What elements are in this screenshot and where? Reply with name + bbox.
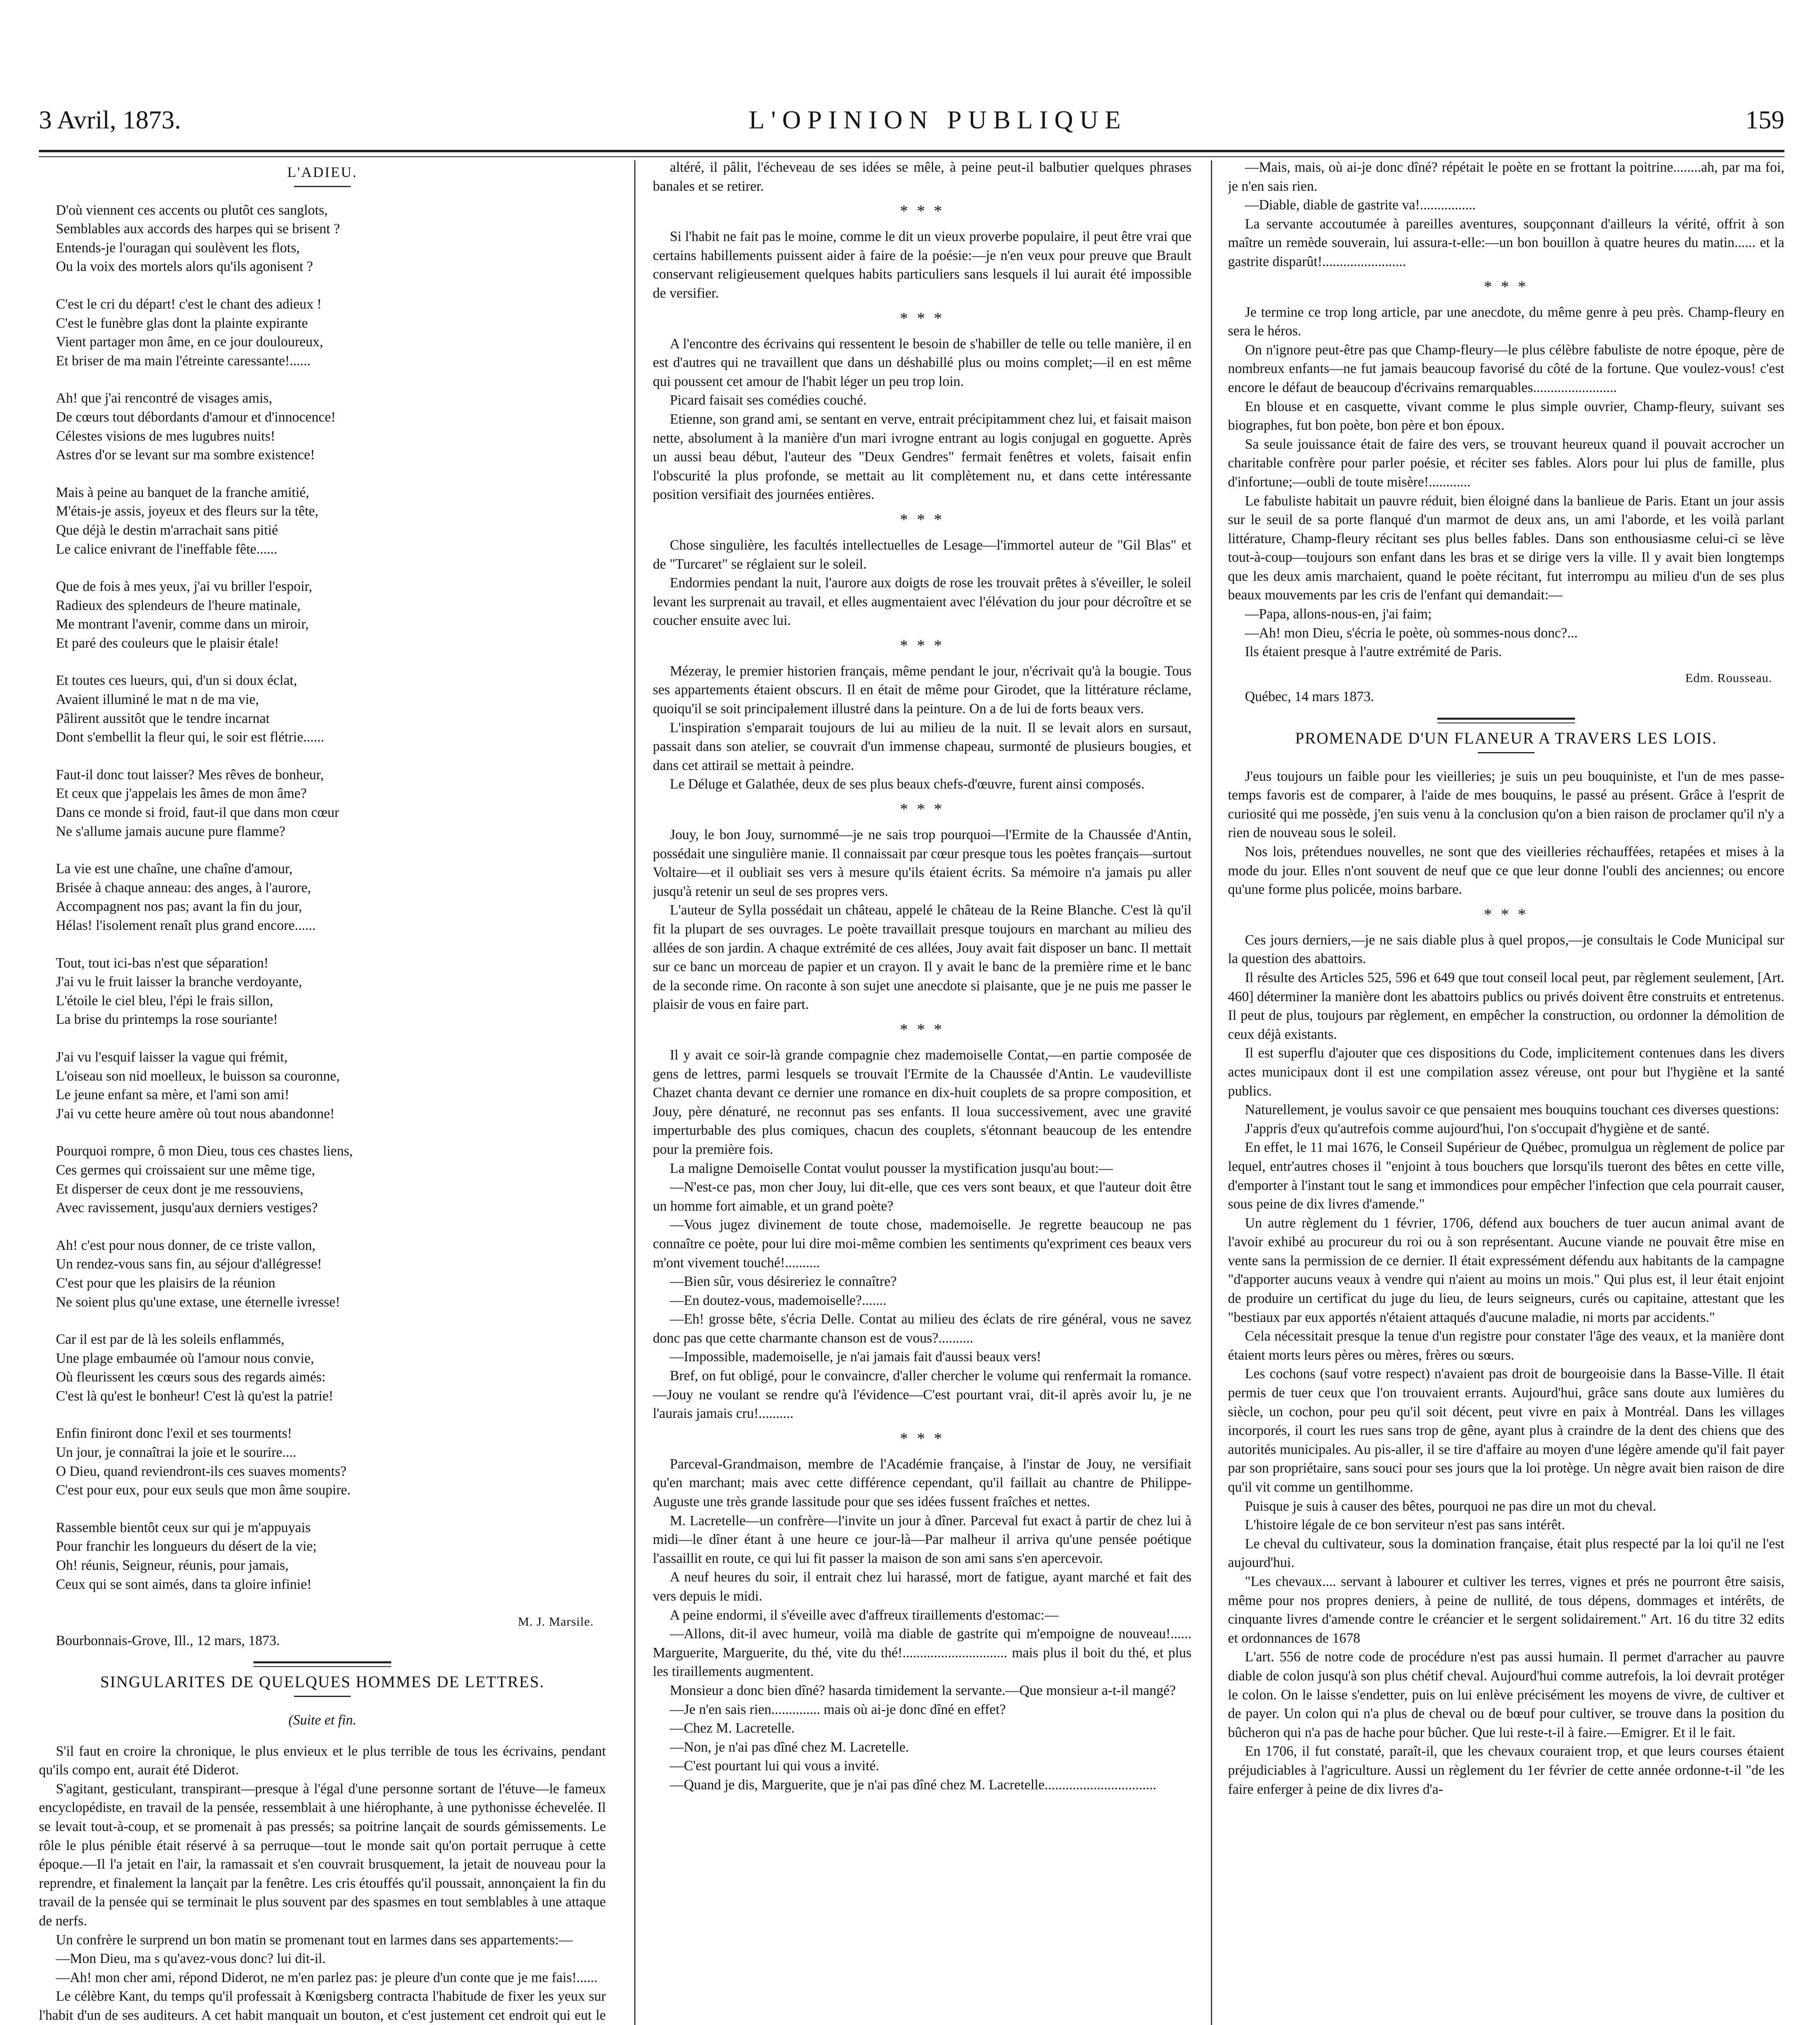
poem-line: Et disperser de ceux dont je me ressouviens, (56, 1181, 304, 1197)
poem-line: Et paré des couleurs que le plaisir étale! (56, 635, 279, 651)
poem-line: La vie est une chaîne, une chaîne d'amour, (56, 861, 293, 877)
poem-stanza (39, 1330, 606, 1405)
paragraph: Je termine ce trop long article, par une anecdote, du même genre à peu près. Champ-fleury en sera le héros. (1228, 304, 1784, 339)
masthead (39, 100, 1784, 149)
paragraph: Endormies pendant la nuit, l'aurore aux doigts de rose les trouvait prêtes à s'éveiller, le soleil levant les surprenait au travail, et elles augmentaient avec l'élévation du jour pour décroître et se coucher ensuite avec lui. (653, 575, 1191, 629)
paragraph: —Impossible, mademoiselle, je n'ai jamais fait d'aussi beaux vers! (670, 1349, 1041, 1365)
poem-line: Célestes visions de mes lugubres nuits! (56, 428, 275, 444)
paragraph: Ils étaient presque à l'autre extrémité de Paris. (1245, 644, 1502, 660)
poem-line: C'est le funèbre glas dont la plainte expirante (56, 315, 308, 331)
column-divider-2 (1211, 160, 1212, 2025)
paragraph: Il est superflu d'ajouter que ces dispositions du Code, implicitement contenues dans les divers actes municipaux dont il est une compilation assez véreuse, ont pour but l'hygiène et la santé publics. (1228, 1045, 1784, 1099)
article-dateline: Québec, 14 mars 1873. (1245, 689, 1375, 705)
paragraph: —Bien sûr, vous désireriez le connaître? (670, 1274, 897, 1290)
article-title-2: PROMENADE D'UN FLANEUR A TRAVERS LES LOIS. (1295, 729, 1718, 748)
paragraph: A peine endormi, il s'éveille avec d'affreux tiraillements d'estomac:— (670, 1607, 1059, 1623)
poem-line: Hélas! l'isolement renaît plus grand encore...... (56, 918, 316, 933)
section-stars: * * * (1484, 905, 1528, 923)
poem-line: O Dieu, quand reviendront-ils ces suaves moments? (56, 1463, 347, 1479)
section-stars: * * * (1484, 277, 1528, 296)
paragraph: "Les chevaux.... servant à labourer et cultiver les terres, vignes et prés ne pourront être saisis, même pour nos propres deniers, à peine de nullité, de tous dépens, dommages et intérêts, de cinquante livres d'amende contre le créancier et le sergent solidairement." Art. 16 du titre 32 edits et ordonnances de 1678 (1228, 1573, 1784, 1646)
paragraph: —Ah! mon cher ami, répond Diderot, ne m'en parlez pas: je pleure d'un conte que je me fais!...... (56, 1970, 598, 1985)
poem-line: Le jeune enfant sa mère, et l'ami son ami! (56, 1087, 290, 1103)
poem-line: Ah! que j'ai rencontré de visages amis, (56, 390, 273, 406)
paragraph: —Mais, mais, où ai-je donc dîné? répétait le poète en se frottant la poitrine........ah, par ma foi, je n'en sais rien. (1228, 160, 1784, 194)
paragraph: J'eus toujours un faible pour les vieilleries; je suis un peu bouquiniste, et l'un de mes passe-temps favoris est de comparer, à l'aide de mes bouquins, le passé au présent. Grâce à l'esprit de curiosité qui me possède, j'en suis venu à la conclusion qu'on a bien raison de proclamer qu'il n'y a rien de nouveau sous le soleil. (1228, 768, 1784, 841)
section-stars: * * * (900, 309, 944, 327)
paragraph: M. Lacretelle—un confrère—l'invite un jour à dîner. Parceval fut exact à partir de chez lui à midi—le dîner étant à une heure ce jour-là—Par malheur il arriva qu'une pensée poétique l'assaillit en route, ce qui lui fit passer la maison de son ami sans s'en apercevoir. (653, 1513, 1191, 1566)
column-divider-1 (634, 160, 635, 2025)
title-rule (294, 186, 351, 187)
paragraph: —Eh! grosse bête, s'écria Delle. Contat au milieu des éclats de rire général, vous ne savez donc pas que cette charmante chanson est de vous?.......... (653, 1311, 1191, 1346)
paragraph: Le célèbre Kant, du temps qu'il professait à Kœnigsberg contracta l'habitude de fixer les yeux sur l'habit d'un de ses auditeurs. A cet habit manquait un bouton, et c'est justement cet endroit qui eut le (39, 1989, 606, 2023)
poem-stanza (39, 1142, 606, 1217)
poem-line: Accompagnent nos pas; avant la fin du jour, (56, 899, 302, 914)
poem-line: J'ai vu l'esquif laisser la vague qui frémit, (56, 1049, 288, 1065)
poem-line: Rassemble bientôt ceux sur qui je m'appuyais (56, 1520, 311, 1535)
poem-line: Pâlirent aussitôt que le tendre incarnat (56, 710, 270, 726)
poem-line: J'ai vu le fruit laisser la branche verdoyante, (56, 974, 302, 990)
paragraph: —Papa, allons-nous-en, j'ai faim; (1245, 606, 1432, 622)
section-stars: * * * (900, 636, 944, 654)
poem-line: Ne s'allume jamais aucune pure flamme? (56, 823, 286, 839)
paragraph: Mézeray, le premier historien français, même pendant le jour, n'écrivait qu'à la bougie. Tous ses appartements étaient obscurs. Il en était de même pour Girodet, que la littérature réclame, quoiqu'il se soit principalement illustré dans la peinture. On a de lui de forts beaux vers. (653, 663, 1191, 717)
paragraph: J'appris d'eux qu'autrefois comme aujourd'hui, l'on s'occupait d'hygiène et de santé. (1245, 1121, 1710, 1136)
poem-stanza (39, 1048, 606, 1123)
paragraph: Ces jours derniers,—je ne sais diable plus à quel propos,—je consultais le Code Municipal sur la question des abattoirs. (1228, 932, 1784, 967)
paragraph: Cela nécessitait presque la tenue d'un registre pour constater l'âge des veaux, et la manière dont étaient morts leurs pères ou mères, frères ou sœurs. (1228, 1328, 1784, 1363)
page-number: 159 (1745, 105, 1784, 134)
paragraph: Le cheval du cultivateur, sous la domination française, était plus respecté par la loi qu'il ne l'est aujourd'hui. (1228, 1536, 1784, 1571)
poem-line: Le calice enivrant de l'ineffable fête...... (56, 541, 277, 557)
poem-line: Un rendez-vous sans fin, au séjour d'allégresse! (56, 1256, 322, 1272)
paragraph: Picard faisait ses comédies couché. (670, 392, 867, 408)
poem-stanza (39, 1236, 606, 1311)
article-body (39, 1742, 606, 2025)
paragraph: L'inspiration s'emparait toujours de lui au milieu de la nuit. Il se levait alors en sursaut, passait dans son atelier, se couvrait d'un immense chapeau, surmonté de plusieurs bougies, et dans cet attirail se mettait à peindre. (653, 720, 1191, 773)
poem-line: Et ceux que j'appelais les âmes de mon âme? (56, 786, 307, 801)
section-stars: * * * (900, 202, 944, 220)
paragraph: Le Déluge et Galathée, deux de ses plus beaux chefs-d'œuvre, furent ainsi composés. (670, 776, 1145, 792)
poem-dateline: Bourbonnais-Grove, Ill., 12 mars, 1873. (56, 1633, 280, 1648)
poem-stanza (39, 765, 606, 841)
paragraph: —N'est-ce pas, mon cher Jouy, lui dit-elle, que ces vers sont beaux, et que l'auteur doit être un homme fort aimable, et un grand poète? (653, 1179, 1191, 1214)
paragraph: En effet, le 11 mai 1676, le Conseil Supérieur de Québec, promulgua un règlement de police par lequel, entr'autres choses il "enjoint à tous bouchers que lorsqu'ils tueront des bêtes en cette ville, d'emporter à l'instant tout le sang et immondices pour empêcher l'infection que cela pourrait causer, sous peine de dix livres d'amende." (1228, 1140, 1784, 1212)
poem-line: C'est pour que les plaisirs de la réunion (56, 1275, 275, 1291)
poem-line: Que de fois à mes yeux, j'ai vu briller l'espoir, (56, 579, 312, 595)
poem-stanza (39, 1518, 606, 1594)
poem-line: Ah! c'est pour nous donner, de ce triste vallon, (56, 1237, 315, 1253)
poem-line: Et briser de ma main l'étreinte caressante!...... (56, 353, 311, 369)
issue-date: 3 Avril, 1873. (39, 105, 181, 134)
poem-stanza (39, 295, 606, 370)
poem-line: La brise du printemps la rose souriante! (56, 1012, 278, 1027)
masthead-rule-thick (39, 150, 1784, 152)
paragraph: Puisque je suis à causer des bêtes, pourquoi ne pas dire un mot du cheval. (1245, 1498, 1656, 1514)
poem-line: Et toutes ces lueurs, qui, d'un si doux éclat, (56, 673, 297, 688)
poem-signature: M. J. Marsile. (518, 1614, 594, 1629)
paragraph: Les cochons (sauf votre respect) n'avaient pas droit de bourgeoisie dans la Basse-Ville. Il était permis de tuer ceux que l'on trouvaient errants. Aujourd'hui, grâce sans doute aux lumières du siècle, un cochon, pour peu qu'il soit décent, peut vivre en paix à Montréal. Dans les villages incorporés, il court les rues sans trop de gêne, ayant plus à craindre de la dent des chiens que des autorités municipales. Au pis-aller, il se tire d'affaire au moyen d'une légère amende qu'il fait payer par son propriétaire, sans souci pour ses jours que la loi protège. Un nègre avait bien raison de dire qu'il vit comme un gentilhomme. (1228, 1366, 1784, 1495)
poem-line: Dont s'embellit la fleur qui, le soir est flétrie...... (56, 729, 324, 745)
poem-line: Ceux qui se sont aimés, dans ta gloire infinie! (56, 1576, 312, 1592)
paragraph: Bref, on fut obligé, pour le convaincre, d'aller chercher le volume qui renfermait la romance.—Jouy ne voulant se rendre qu'à l'évidence—C'est pourtant vrai, dit-il après avoir lu, je ne l'aurais jamais cru!.......... (653, 1368, 1191, 1422)
paragraph: On n'ignore peut-être pas que Champ-fleury—le plus célèbre fabuliste de notre époque, père de nombreux enfants—ne fut jamais beaucoup favorisé du côté de la fortune. Que voulez-vous! c'est encore le défaut de beaucoup d'écrivains remarquables........................ (1228, 342, 1784, 395)
section-stars: * * * (900, 510, 944, 529)
paragraph: S'agitant, gesticulant, transpirant—presque à l'égal d'une personne sortant de l'étuve—le fameux encyclopédiste, en travail de la pensée, ressemblait à une hiérophante, à une pythonisse échevelée. Il se levait tout-à-coup, et se promenait à pas pressés; sa poitrine lançait de sourds gémissements. Le rôle le plus pénible était réservé à sa perruque—tout le monde sait qu'on portait perruque à cette époque.—Il l'a jetait en l'air, la ramassait et s'en couvrait brusquement, la jetait de nouveau pour la reprendre, et finalement la lançait par la fenêtre. Les cris étouffés qu'il poussait, annonçaient la fin du travail de la pensée qui se terminait le plus souvent par des spasmes en tout semblables à une attaque de nerfs. (39, 1781, 606, 1929)
paragraph: Naturellement, je voulus savoir ce que pensaient mes bouquins touchant ces diverses questions: (1245, 1102, 1780, 1118)
paragraph: S'il faut en croire la chronique, le plus envieux et le plus terrible de tous les écrivains, pendant qu'ils compo ent, aurait été Diderot. (39, 1743, 606, 1778)
poem-line: Ou la voix des mortels alors qu'ils agonisent ? (56, 259, 313, 275)
title-rule (294, 1696, 351, 1697)
poem-line: Semblables aux accords des harpes qui se brisent ? (56, 221, 340, 237)
paragraph: Chose singulière, les facultés intellectuelles de Lesage—l'immortel auteur de "Gil Blas" et de "Turcaret" se réglaient sur le soleil. (653, 537, 1191, 572)
poem-stanza (39, 859, 606, 935)
poem-line: Oh! réunis, Seigneur, réunis, pour jamais, (56, 1558, 289, 1573)
section-stars: * * * (900, 1429, 944, 1447)
poem-line: De cœurs tout débordants d'amour et d'innocence! (56, 409, 336, 425)
paragraph: A neuf heures du soir, il entrait chez lui harassé, mort de fatigue, ayant marché et fait des vers depuis le midi. (653, 1569, 1191, 1604)
paragraph: Il résulte des Articles 525, 596 et 649 que tout conseil local peut, par règlement seulement, [Art. 460] déterminer la manière dont les abattoirs publics ou privés doivent être construits et entretenus. Il peut de plus, toujours par règlement, en empêcher la construction, ou ordonner la démolition de ceux déjà existants. (1228, 970, 1784, 1042)
paragraph: altéré, il pâlit, l'écheveau de ses idées se mêle, à peine peut-il balbutier quelques phrases banales et se retirer. (653, 160, 1191, 194)
poem-line: Pour franchir les longueurs du désert de la vie; (56, 1539, 317, 1554)
paragraph: Etienne, son grand ami, se sentant en verve, entrait précipitamment chez lui, et faisait maison nette, absolument à la manière d'un mari ivrogne entrant au logis conjugal en goguette. Après un aussi beau début, l'auteur des "Deux Gendres" fermait fenêtres et volets, faisait enfin l'obscurité la plus profonde, se mettait au lit complètement nu, et dans cette intéressante position versifiait des journées entières. (653, 411, 1191, 503)
poem-line: Ces germes qui croissaient sur une même tige, (56, 1162, 315, 1178)
poem-line: L'oiseau son nid moelleux, le buisson sa couronne, (56, 1068, 340, 1084)
section-stars: * * * (900, 800, 944, 819)
paragraph: L'histoire légale de ce bon serviteur n'est pas sans intérêt. (1245, 1517, 1565, 1533)
paragraph: La servante accoutumée à pareilles aventures, soupçonnant d'ailleurs la vérité, offrit à son maître un remède souverain, lui assura-t-elle:—un bon bouillon à quatre heures du matin...... et la gastrite disparût!........................ (1228, 216, 1784, 269)
poem-line: M'étais-je assis, joyeux et des fleurs sur la tête, (56, 503, 319, 519)
article-signature: Edm. Rousseau. (1685, 670, 1772, 685)
poem-line: Avaient illuminé le mat n de ma vie, (56, 692, 259, 708)
poem-line: Dans ce monde si froid, faut-il que dans mon cœur (56, 805, 339, 821)
poem-stanza (39, 1424, 606, 1499)
poem-line: D'où viennent ces accents ou plutôt ces sanglots, (56, 202, 328, 218)
paragraph: Monsieur a donc bien dîné? hasarda timidement la servante.—Que monsieur a-t-il mangé? (670, 1682, 1176, 1698)
paragraph: Le fabuliste habitait un pauvre réduit, bien éloigné dans la banlieue de Paris. Etant un jour assis sur le seuil de sa porte flanqué d'un marmot de deux ans, un ami l'aborde, et les voilà parlant littérature, Champ-fleury récitant ses plus belles fables. Dans son enthousiasme celui-ci se lève tout-à-coup—toujours son enfant dans les bras et se dirige vers la ville. Il y avait bien longtemps que les deux amis marchaient, quand le poète récitant, fut interrompu au milieu d'un de ses plus beaux mouvements par les cris de l'enfant qui demandait:— (1228, 493, 1784, 603)
paragraph: —Chez M. Lacretelle. (670, 1720, 795, 1736)
poem-stanza (39, 954, 606, 1029)
poem-line: Pourquoi rompre, ô mon Dieu, tous ces chastes liens, (56, 1143, 353, 1159)
poem-line: C'est le cri du départ! c'est le chant des adieux ! (56, 296, 322, 312)
article-title: SINGULARITES DE QUELQUES HOMMES DE LETTRES. (100, 1673, 545, 1691)
poem-stanza (39, 389, 606, 464)
poem-line: Astres d'or se levant sur ma sombre existence! (56, 447, 315, 463)
paragraph: Il y avait ce soir-là grande compagnie chez mademoiselle Contat,—en partie composée de gens de lettres, parmi lesquels se trouvait l'Ermite de la Chaussée d'Antin. Le vaudevilliste Chazet chanta devant ce dernier une romance en dix-huit couplets de sa propre composition, et Jouy, père dénaturé, ne reconnut pas ses enfants. Il loua successivement, avec une gravité imperturbable des plus comiques, chacun des couplets, s'étonnant beaucoup de les entendre pour la première fois. (653, 1047, 1191, 1157)
paragraph: Sa seule jouissance était de faire des vers, se trouvant heureux quand il pouvait accrocher un charitable confrère pour parler poésie, et réciter ses fables. Alors pour lui plus de famille, plus d'infortune;—oubli de toute misère!............ (1228, 436, 1784, 490)
paragraph: Nos lois, prétendues nouvelles, ne sont que des vieilleries réchauffées, retapées et mises à la mode du jour. Elles n'ont souvent de neuf que ce que leur donne l'oubli des anciennes; ou encore qu'une forme plus policée, moins barbare. (1228, 844, 1784, 897)
article-continuation (653, 158, 1191, 1795)
poem-line: Une plage embaumée où l'amour nous convie, (56, 1350, 314, 1366)
paragraph: —Allons, dit-il avec humeur, voilà ma diable de gastrite qui m'empoigne de nouveau!...... Marguerite, Marguerite, du thé, vite du thé!.............................. mais plus il boit du thé, et plus les tiraillements augmentent. (653, 1626, 1191, 1680)
paragraph: —Vous jugez divinement de toute chose, mademoiselle. Je regrette beaucoup ne pas connaître ce poète, pour lui dire moi-même combien les sentiments qu'expriment ces beaux vers m'ont vivement touché!.......... (653, 1217, 1191, 1270)
poem-line: Entends-je l'ouragan qui soulèvent les flots, (56, 240, 300, 256)
article-body-2 (1228, 767, 1784, 1799)
paragraph: Un autre règlement du 1 février, 1706, défend aux bouchers de tuer aucun animal avant de l'avoir exhibé au procureur du roi ou à son représentant. Aucune viande ne pouvait être mise en vente sans la permission de ce dernier. Il était expressément défendu aux habitants de la campagne "d'apporter aucuns veaux à vendre qui n'aient au moins un mois." Qui plus est, il leur était enjoint de produire un certificat du juge du lieu, de leurs seigneurs, curés ou capitaine, attestant que les "bestiaux par eux apportés n'étaient attaqués d'aucune maladie, ni morts par accidents." (1228, 1215, 1784, 1325)
poem-line: Car il est par de là les soleils enflammés, (56, 1332, 285, 1347)
paragraph: —Quand je dis, Marguerite, que je n'ai pas dîné chez M. Lacretelle................................ (670, 1777, 1157, 1793)
section-rule (1437, 718, 1575, 723)
title-rule (1478, 752, 1534, 753)
poem-line: Que déjà le destin m'arrachait sans pitié (56, 522, 278, 538)
poem-line: Enfin finiront donc l'exil et ses tourments! (56, 1426, 292, 1441)
paragraph: Un confrère le surprend un bon matin se promenant tout en larmes dans ses appartements:— (56, 1932, 573, 1948)
poem-line: C'est là qu'est le bonheur! C'est là qu'est la patrie! (56, 1388, 333, 1404)
paragraph: En 1706, il fut constaté, paraît-il, que les chevaux couraient trop, et que leurs courses étaient préjudiciables à l'agriculture. Aussi un règlement du 1er février de cette année ordonne-t-il "de les faire enferger à peine de dix livres d'a- (1228, 1744, 1784, 1797)
paragraph: La maligne Demoiselle Contat voulut pousser la mystification jusqu'au bout:— (670, 1160, 1113, 1176)
masthead-rule-thin (39, 156, 1784, 157)
section-stars: * * * (900, 1020, 944, 1038)
article-conclusion (1228, 158, 1784, 661)
paragraph: —Non, je n'ai pas dîné chez M. Lacretelle. (670, 1739, 909, 1755)
paragraph: En blouse et en casquette, vivant comme le plus simple ouvrier, Champ-fleury, suivant ses biographes, fut bon poète, bon père et bon époux. (1228, 399, 1784, 433)
poem-stanza (39, 201, 606, 276)
column-2 (653, 158, 1191, 2025)
poem-stanza (39, 671, 606, 746)
column-3 (1228, 158, 1784, 2025)
poem-line: Faut-il donc tout laisser? Mes rêves de bonheur, (56, 767, 324, 782)
paragraph: —Ah! mon Dieu, s'écria le poète, où sommes-nous donc?... (1245, 625, 1578, 641)
poem-line: Où fleurissent les cœurs sous des regards aimés: (56, 1369, 326, 1385)
paragraph: —Je n'en sais rien.............. mais où ai-je donc dîné en effet? (670, 1701, 1006, 1717)
poem-stanza (39, 577, 606, 652)
poem-body (39, 201, 606, 1594)
poem-line: Un jour, je connaîtrai la joie et le sourire.... (56, 1445, 296, 1460)
poem-line: Vient partager mon âme, en ce jour douloureux, (56, 334, 323, 350)
poem-line: J'ai vu cette heure amère où tout nous abandonne! (56, 1106, 335, 1121)
paragraph: A l'encontre des écrivains qui ressentent le besoin de s'habiller de telle ou telle manière, il en est d'autres qui ne travaillent que dans un déshabillé plus ou moins complet;—il en est même qui poussent cet amour de l'habit léger un peu trop loin. (653, 336, 1191, 389)
poem-line: L'étoile le ciel bleu, l'épi le frais sillon, (56, 993, 273, 1008)
poem-line: Ne soient plus qu'une extase, une éternelle ivresse! (56, 1294, 340, 1310)
paragraph: —C'est pourtant lui qui vous a invité. (670, 1758, 879, 1774)
paragraph: Parceval-Grandmaison, membre de l'Académie française, à l'instar de Jouy, ne versifiait qu'en marchant; mais avec cette différence cependant, qu'il faillait au chantre de Philippe-Auguste une très grande lassitude pour que ses idées fussent fraîches et nettes. (653, 1456, 1191, 1510)
poem-line: C'est pour eux, pour eux seuls que mon âme soupire. (56, 1482, 351, 1498)
newspaper-title: L'OPINION PUBLIQUE (748, 105, 1127, 134)
paragraph: L'art. 556 de notre code de procédure n'est pas aussi humain. Il permet d'arracher au pauvre diable de colon jusqu'à son plus chétif cheval. Aujourd'hui comme autrefois, la loi devrait protéger le colon. On le laisse s'endetter, puis on lui enlève précisément les moyens de vivre, de cultiver et de payer. Un colon qui n'a plus de cheval ou de bœuf pour cultiver, se trouve dans la position du bûcheron qui n'a pas de hache pour bûcher. Que lui reste-t-il à faire.—Emigrer. Et il le fait. (1228, 1649, 1784, 1740)
poem-stanza (39, 483, 606, 558)
poem-line: Tout, tout ici-bas n'est que séparation! (56, 955, 269, 971)
section-rule (254, 1661, 391, 1667)
poem-line: Me montrant l'avenir, comme dans un miroir, (56, 616, 309, 632)
poem-line: Avec ravissement, jusqu'aux derniers vestiges? (56, 1200, 318, 1216)
paragraph: Si l'habit ne fait pas le moine, comme le dit un vieux proverbe populaire, il peut être vrai que certains habillements puissent aider à faire de la poésie:—je n'en veux pour preuve que Brault conservant religieusement quelques habits particuliers sans lesquels il lui aurait été impossible de versifier. (653, 229, 1191, 301)
column-1 (39, 158, 606, 2025)
paragraph: —Mon Dieu, ma s qu'avez-vous donc? lui dit-il. (56, 1951, 326, 1967)
paragraph: L'auteur de Sylla possédait un château, appelé le château de la Reine Blanche. C'est là qu'il fit la plupart de ses ouvrages. Le poète travaillait presque toujours en marchant au milieu des allées de son jardin. A chaque extrémité de ces allées, Jouy avait fait disposer un banc. Il mettait sur ce banc un morceau de papier et un crayon. Il y avait le banc de la première rime et le banc de la seconde rime. On raconte à son sujet une anecdote si plaisante, que je ne puis me passer le plaisir de vous en faire part. (653, 902, 1191, 1013)
paragraph: Jouy, le bon Jouy, surnommé—je ne sais trop pourquoi—l'Ermite de la Chaussée d'Antin, possédait une singulière manie. Il connaissait par cœur presque tous les poètes français—surtout Voltaire—et il oubliait ses vers à mesure qu'ils étaient écrits. Sa mémoire n'a jamais pu aller jusqu'à retenir un seul de ses propres vers. (653, 827, 1191, 899)
paragraph: —En doutez-vous, mademoiselle?....... (670, 1292, 887, 1308)
poem-line: Brisée à chaque anneau: des anges, à l'aurore, (56, 880, 311, 895)
paragraph: —Diable, diable de gastrite va!................ (1245, 197, 1476, 213)
poem-line: Mais à peine au banquet de la franche amitié, (56, 484, 309, 500)
article-subtitle: (Suite et fin. (288, 1712, 356, 1728)
poem-title: L'ADIEU. (287, 164, 358, 180)
poem-line: Radieux des splendeurs de l'heure matinale, (56, 597, 301, 613)
